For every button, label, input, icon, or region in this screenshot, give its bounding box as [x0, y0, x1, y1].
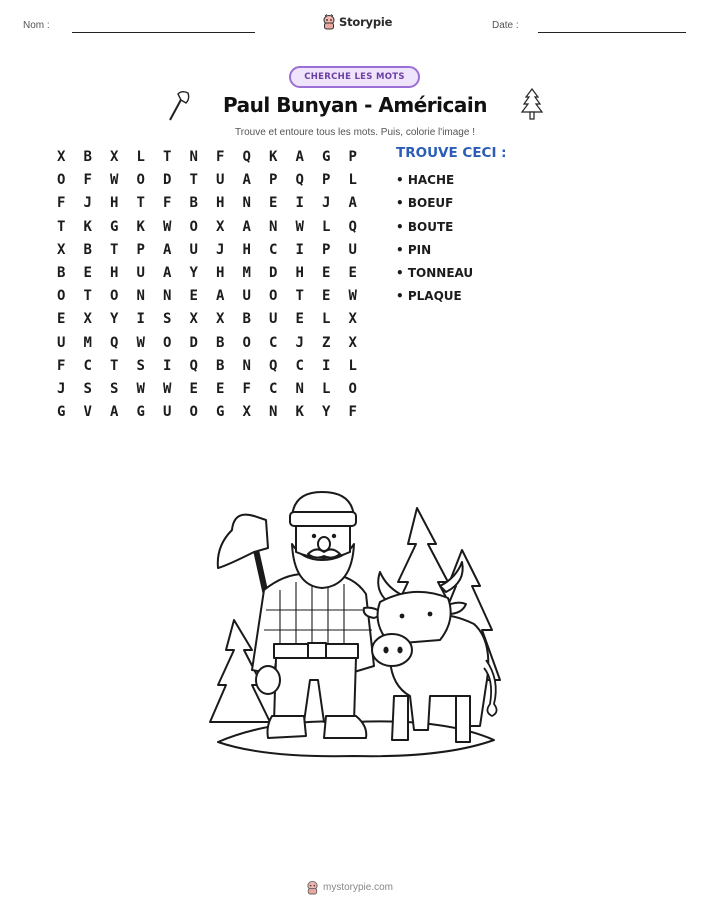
grid-letter[interactable]: Q: [269, 357, 278, 374]
word-item: • HACHE: [396, 173, 455, 187]
word-list: [396, 171, 473, 311]
grid-letter[interactable]: X: [57, 241, 66, 258]
grid-letter[interactable]: O: [189, 218, 198, 235]
grid-letter[interactable]: Q: [348, 218, 357, 235]
grid-letter[interactable]: N: [295, 380, 304, 397]
grid-letter[interactable]: G: [57, 404, 66, 421]
grid-letter[interactable]: Q: [295, 172, 304, 189]
grid-letter[interactable]: K: [269, 149, 278, 165]
grid-letter[interactable]: I: [163, 357, 172, 374]
grid-letter[interactable]: C: [269, 380, 278, 397]
grid-letter[interactable]: X: [348, 311, 357, 328]
page-title: Paul Bunyan - Américain: [223, 93, 487, 117]
grid-letter[interactable]: H: [110, 264, 119, 281]
grid-letter[interactable]: H: [242, 241, 251, 258]
grid-letter[interactable]: X: [216, 311, 225, 328]
word-item: • PLAQUE: [396, 289, 462, 304]
name-line[interactable]: [72, 32, 255, 33]
grid-letter[interactable]: D: [163, 172, 172, 189]
grid-letter[interactable]: U: [136, 264, 145, 281]
grid-letter[interactable]: O: [163, 334, 172, 351]
grid-letter[interactable]: X: [242, 404, 251, 421]
grid-letter[interactable]: E: [189, 288, 198, 305]
grid-letter[interactable]: T: [295, 288, 304, 305]
grid-letter[interactable]: E: [216, 380, 225, 397]
grid-letter[interactable]: L: [322, 380, 331, 397]
grid-letter[interactable]: P: [322, 241, 331, 258]
grid-letter[interactable]: K: [83, 218, 92, 235]
grid-letter[interactable]: T: [83, 288, 92, 305]
grid-letter[interactable]: B: [189, 195, 198, 212]
grid-letter[interactable]: O: [57, 288, 66, 305]
grid-letter[interactable]: W: [295, 218, 304, 235]
grid-letter[interactable]: U: [189, 241, 198, 258]
word-item: • BOEUF: [396, 196, 454, 211]
grid-letter[interactable]: K: [295, 404, 304, 421]
word-list-title: TROUVE CECI :: [396, 145, 507, 161]
grid-letter[interactable]: H: [110, 195, 119, 212]
storypie-logo-icon: [322, 14, 336, 30]
grid-letter[interactable]: M: [242, 264, 251, 281]
grid-letter[interactable]: Y: [322, 404, 331, 421]
grid-letter[interactable]: U: [216, 172, 225, 189]
grid-letter[interactable]: U: [269, 311, 278, 328]
grid-letter[interactable]: T: [163, 149, 172, 165]
date-line[interactable]: [538, 32, 686, 33]
grid-letter[interactable]: T: [136, 195, 145, 212]
grid-letter[interactable]: E: [295, 311, 304, 328]
footer-site: mystorypie.com: [323, 882, 394, 893]
grid-letter[interactable]: G: [110, 218, 119, 235]
activity-badge: CHERCHE LES MOTS: [289, 66, 420, 88]
grid-letter[interactable]: V: [83, 404, 92, 421]
grid-letter[interactable]: J: [57, 380, 66, 397]
grid-letter[interactable]: F: [57, 195, 66, 212]
grid-letter[interactable]: A: [216, 288, 225, 305]
grid-letter[interactable]: T: [110, 241, 119, 258]
grid-letter[interactable]: N: [269, 404, 278, 421]
grid-letter[interactable]: E: [189, 380, 198, 397]
grid-letter[interactable]: T: [57, 218, 66, 235]
grid-letter[interactable]: E: [57, 311, 66, 328]
grid-letter[interactable]: B: [216, 357, 225, 374]
grid-letter[interactable]: A: [163, 264, 172, 281]
pine-tree-icon: [520, 88, 544, 122]
grid-letter[interactable]: W: [163, 218, 172, 235]
grid-letter[interactable]: F: [216, 149, 225, 165]
grid-letter[interactable]: T: [110, 357, 119, 374]
grid-letter[interactable]: E: [83, 264, 92, 281]
grid-letter[interactable]: X: [57, 149, 66, 165]
date-label: Date :: [492, 20, 519, 31]
grid-letter[interactable]: L: [322, 218, 331, 235]
grid-letter[interactable]: X: [348, 334, 357, 351]
grid-letter[interactable]: Q: [110, 334, 119, 351]
grid-letter[interactable]: U: [242, 288, 251, 305]
grid-letter[interactable]: L: [348, 172, 357, 189]
grid-letter[interactable]: Q: [242, 149, 251, 165]
grid-letter[interactable]: I: [295, 195, 304, 212]
grid-letter[interactable]: C: [83, 357, 92, 374]
grid-letter[interactable]: E: [322, 288, 331, 305]
grid-letter[interactable]: N: [242, 195, 251, 212]
word-item: • PIN: [396, 242, 432, 257]
grid-letter[interactable]: Z: [322, 334, 331, 351]
grid-letter[interactable]: K: [136, 218, 145, 235]
grid-letter[interactable]: A: [348, 195, 357, 212]
grid-letter[interactable]: U: [163, 404, 172, 421]
brand-logo: [322, 14, 392, 30]
grid-letter[interactable]: D: [189, 334, 198, 351]
grid-letter[interactable]: H: [216, 195, 225, 212]
grid-letter[interactable]: O: [242, 334, 251, 351]
word-item: • TONNEAU: [396, 266, 474, 281]
grid-letter[interactable]: W: [136, 380, 145, 397]
name-label: Nom :: [23, 20, 50, 31]
instructions: Trouve et entoure tous les mots. Puis, colorie l'image !: [235, 127, 475, 138]
grid-letter[interactable]: L: [322, 311, 331, 328]
grid-letter[interactable]: O: [269, 288, 278, 305]
grid-letter[interactable]: B: [216, 334, 225, 351]
grid-letter[interactable]: S: [83, 380, 92, 397]
grid-letter[interactable]: N: [269, 218, 278, 235]
grid-letter[interactable]: U: [348, 241, 357, 258]
storypie-footer-logo-icon: [306, 880, 319, 895]
grid-letter[interactable]: B: [83, 241, 92, 258]
grid-letter[interactable]: H: [216, 264, 225, 281]
grid-letter[interactable]: P: [322, 172, 331, 189]
grid-letter[interactable]: Q: [189, 357, 198, 374]
grid-letter[interactable]: F: [57, 357, 66, 374]
grid-letter[interactable]: X: [189, 311, 198, 328]
grid-letter[interactable]: X: [110, 149, 119, 165]
grid-letter[interactable]: P: [348, 149, 357, 165]
grid-letter[interactable]: J: [216, 241, 225, 258]
grid-letter[interactable]: A: [242, 172, 251, 189]
coloring-illustration[interactable]: [204, 490, 504, 770]
grid-letter[interactable]: N: [189, 149, 198, 165]
grid-letter[interactable]: J: [295, 334, 304, 351]
grid-letter[interactable]: G: [136, 404, 145, 421]
grid-letter[interactable]: S: [110, 380, 119, 397]
grid-letter[interactable]: A: [295, 149, 304, 165]
footer: [306, 880, 393, 895]
grid-letter[interactable]: A: [110, 404, 119, 421]
grid-letter[interactable]: I: [136, 311, 145, 328]
grid-letter[interactable]: M: [83, 334, 92, 351]
grid-letter[interactable]: E: [269, 195, 278, 212]
grid-letter[interactable]: O: [57, 172, 66, 189]
grid-letter[interactable]: C: [269, 334, 278, 351]
grid-letter[interactable]: P: [136, 241, 145, 258]
grid-letter[interactable]: O: [110, 288, 119, 305]
grid-letter[interactable]: C: [295, 357, 304, 374]
grid-letter[interactable]: J: [83, 195, 92, 212]
axe-icon: [164, 90, 192, 122]
grid-letter[interactable]: E: [322, 264, 331, 281]
grid-letter[interactable]: H: [295, 264, 304, 281]
grid-letter[interactable]: P: [269, 172, 278, 189]
grid-letter[interactable]: S: [136, 357, 145, 374]
grid-letter[interactable]: O: [348, 380, 357, 397]
grid-letter[interactable]: S: [163, 311, 172, 328]
grid-letter[interactable]: W: [348, 288, 357, 305]
grid-letter[interactable]: L: [136, 149, 145, 165]
grid-letter[interactable]: B: [242, 311, 251, 328]
grid-letter[interactable]: T: [189, 172, 198, 189]
grid-letter[interactable]: U: [57, 334, 66, 351]
grid-letter[interactable]: F: [348, 404, 357, 421]
grid-letter[interactable]: W: [163, 380, 172, 397]
grid-letter[interactable]: N: [242, 357, 251, 374]
grid-letter[interactable]: O: [189, 404, 198, 421]
word-search-grid[interactable]: [48, 146, 366, 424]
grid-letter[interactable]: N: [163, 288, 172, 305]
grid-letter[interactable]: F: [242, 380, 251, 397]
grid-letter[interactable]: B: [57, 264, 66, 281]
grid-letter[interactable]: A: [163, 241, 172, 258]
grid-letter[interactable]: J: [322, 195, 331, 212]
grid-letter[interactable]: X: [83, 311, 92, 328]
grid-letter[interactable]: O: [136, 172, 145, 189]
grid-letter[interactable]: Y: [189, 264, 198, 281]
grid-letter[interactable]: F: [163, 195, 172, 212]
grid-letter[interactable]: W: [110, 172, 119, 189]
grid-letter[interactable]: G: [322, 149, 331, 165]
grid-letter[interactable]: C: [269, 241, 278, 258]
word-item: • BOUTE: [396, 219, 454, 234]
grid-letter[interactable]: A: [242, 218, 251, 235]
grid-letter[interactable]: G: [216, 404, 225, 421]
grid-letter[interactable]: N: [136, 288, 145, 305]
grid-letter[interactable]: Y: [110, 311, 119, 328]
grid-letter[interactable]: B: [83, 149, 92, 165]
grid-letter[interactable]: L: [348, 357, 357, 374]
grid-letter[interactable]: I: [322, 357, 331, 374]
grid-letter[interactable]: E: [348, 264, 357, 281]
grid-letter[interactable]: W: [136, 334, 145, 351]
grid-letter[interactable]: I: [295, 241, 304, 258]
grid-letter[interactable]: F: [83, 172, 92, 189]
grid-letter[interactable]: X: [216, 218, 225, 235]
brand-name: Storypie: [339, 15, 393, 29]
grid-letter[interactable]: D: [269, 264, 278, 281]
